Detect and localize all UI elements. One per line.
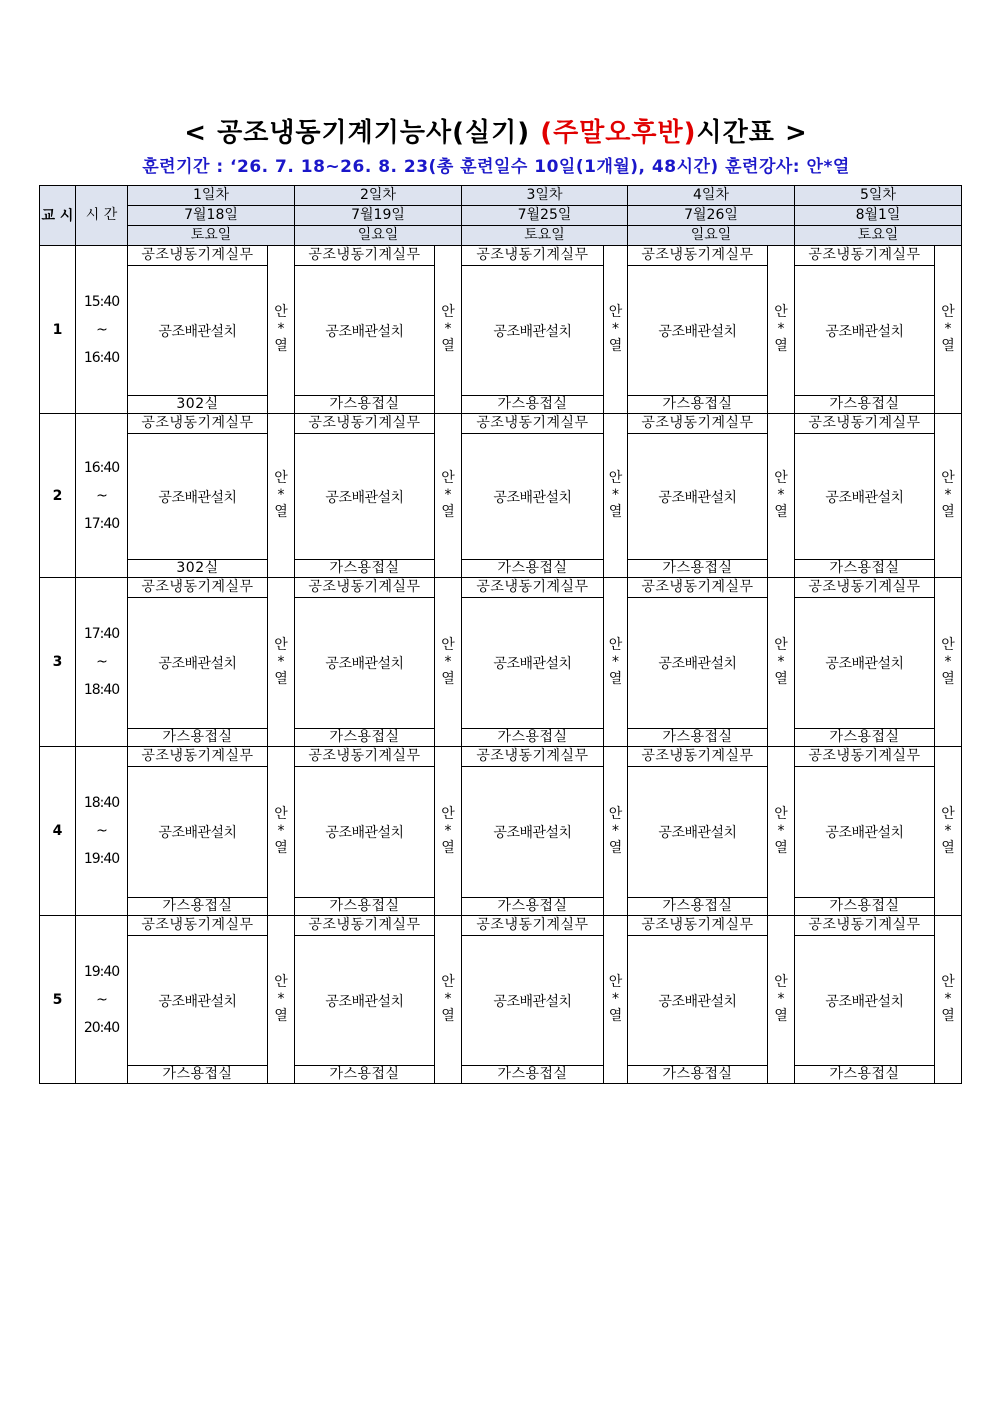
- instructor-char: 안: [441, 304, 455, 320]
- topic-cell: 공조배관설치: [128, 434, 268, 560]
- instructor-cell: [935, 578, 962, 747]
- room-cell: 가스용접실: [128, 898, 268, 916]
- topic-cell: 공조배관설치: [462, 767, 604, 898]
- time-tilde: ~: [96, 654, 107, 670]
- subject-cell: 공조냉동기계실무: [128, 916, 268, 936]
- period-number: 4: [40, 747, 76, 916]
- instructor-char: *: [612, 321, 619, 337]
- subject-cell: 공조냉동기계실무: [462, 747, 604, 767]
- instructor-char: 열: [774, 670, 788, 687]
- instructor-char: 열: [274, 670, 288, 687]
- topic-cell: 공조배관설치: [795, 767, 935, 898]
- instructor-char: 열: [774, 504, 788, 520]
- room-cell: 가스용접실: [628, 1066, 768, 1084]
- subject-cell: 공조냉동기계실무: [128, 414, 268, 434]
- instructor-char: 열: [441, 504, 455, 520]
- day-header: 5일차: [795, 186, 962, 206]
- time-start: 15:40: [83, 293, 120, 310]
- period-row-bottom: [40, 729, 962, 747]
- day-header: 1일차: [128, 186, 295, 206]
- instructor-char: *: [444, 487, 452, 503]
- period-number: 2: [40, 414, 76, 578]
- instructor-char: *: [612, 991, 619, 1007]
- page-title: [0, 112, 992, 149]
- instructor-char: 안: [441, 805, 455, 822]
- subject-cell: 공조냉동기계실무: [128, 747, 268, 767]
- period-number: 5: [40, 916, 76, 1084]
- date-header: 7월26일: [628, 206, 795, 226]
- room-cell: 가스용접실: [795, 560, 935, 578]
- period-row-bottom: [40, 1066, 962, 1084]
- instructor-cell: [435, 916, 462, 1084]
- topic-cell: 공조배관설치: [628, 434, 768, 560]
- period-row-middle: [40, 434, 962, 560]
- topic-cell: 공조배관설치: [795, 434, 935, 560]
- room-cell: 가스용접실: [295, 898, 435, 916]
- subject-cell: 공조냉동기계실무: [128, 246, 268, 266]
- instructor-char: 안: [274, 974, 288, 990]
- period-row: [40, 246, 962, 266]
- room-cell: 가스용접실: [628, 898, 768, 916]
- instructor-char: *: [777, 487, 785, 503]
- instructor-char: 열: [941, 839, 955, 856]
- instructor-char: 열: [608, 338, 623, 354]
- instructor-char: 열: [608, 839, 623, 856]
- instructor-char: *: [944, 822, 952, 839]
- instructor-char: *: [612, 487, 619, 503]
- subject-cell: 공조냉동기계실무: [795, 747, 935, 767]
- weekday-header: 토요일: [128, 226, 295, 246]
- time-end: 17:40: [83, 515, 120, 532]
- time-start: 17:40: [83, 626, 120, 642]
- topic-cell: 공조배관설치: [295, 767, 435, 898]
- subject-cell: 공조냉동기계실무: [628, 578, 768, 598]
- topic-cell: 공조배관설치: [462, 266, 604, 396]
- instructor-char: *: [277, 653, 285, 670]
- subject-cell: 공조냉동기계실무: [295, 916, 435, 936]
- weekday-header: 토요일: [462, 226, 628, 246]
- instructor-char: 안: [774, 805, 788, 822]
- instructor-char: *: [777, 653, 785, 670]
- time-start: 16:40: [83, 459, 120, 476]
- header-row-day: [40, 186, 962, 206]
- weekday-header: 토요일: [795, 226, 962, 246]
- instructor-cell: [768, 747, 795, 916]
- topic-cell: 공조배관설치: [628, 266, 768, 396]
- instructor-char: 열: [774, 839, 788, 856]
- time-column-header: 시 간: [76, 186, 128, 246]
- instructor-char: *: [277, 991, 285, 1007]
- period-row-middle: [40, 598, 962, 729]
- instructor-cell: [604, 578, 628, 747]
- room-cell: 가스용접실: [628, 729, 768, 747]
- instructor-cell: [268, 916, 295, 1084]
- instructor-char: 안: [274, 805, 288, 822]
- instructor-char: 열: [774, 338, 788, 354]
- topic-cell: 공조배관설치: [295, 598, 435, 729]
- time-tilde: ~: [96, 321, 107, 338]
- instructor-char: 열: [274, 504, 288, 520]
- room-cell: 가스용접실: [795, 396, 935, 414]
- instructor-char: *: [612, 822, 619, 839]
- weekday-header: 일요일: [295, 226, 462, 246]
- instructor-cell: [768, 246, 795, 414]
- period-row-bottom: [40, 396, 962, 414]
- room-cell: 302실: [128, 560, 268, 578]
- instructor-char: 열: [608, 670, 623, 687]
- period-time: [76, 246, 128, 414]
- period-time: [76, 414, 128, 578]
- instructor-cell: [268, 414, 295, 578]
- instructor-cell: [435, 578, 462, 747]
- period-row: [40, 747, 962, 767]
- room-cell: 가스용접실: [128, 1066, 268, 1084]
- instructor-char: 열: [941, 504, 955, 520]
- header-row-date: [40, 206, 962, 226]
- instructor-char: *: [777, 321, 785, 337]
- room-cell: 가스용접실: [295, 396, 435, 414]
- time-end: 20:40: [83, 1019, 120, 1036]
- instructor-char: 안: [774, 974, 788, 990]
- instructor-cell: [268, 747, 295, 916]
- room-cell: 가스용접실: [462, 898, 604, 916]
- subject-cell: 공조냉동기계실무: [795, 414, 935, 434]
- instructor-char: *: [944, 991, 952, 1007]
- instructor-char: *: [444, 991, 452, 1007]
- subject-cell: 공조냉동기계실무: [628, 747, 768, 767]
- subject-cell: 공조냉동기계실무: [462, 246, 604, 266]
- instructor-cell: [935, 916, 962, 1084]
- room-cell: 가스용접실: [628, 560, 768, 578]
- day-header: 2일차: [295, 186, 462, 206]
- instructor-char: 안: [941, 636, 955, 653]
- instructor-char: 안: [774, 304, 788, 320]
- topic-cell: 공조배관설치: [128, 936, 268, 1066]
- topic-cell: 공조배관설치: [795, 266, 935, 396]
- subject-cell: 공조냉동기계실무: [295, 578, 435, 598]
- instructor-cell: [435, 246, 462, 414]
- time-end: 18:40: [83, 682, 120, 698]
- subject-cell: 공조냉동기계실무: [628, 414, 768, 434]
- instructor-char: 안: [774, 470, 788, 486]
- instructor-char: 안: [441, 636, 455, 653]
- period-number: 3: [40, 578, 76, 747]
- instructor-char: 안: [441, 470, 455, 486]
- instructor-char: 안: [441, 974, 455, 990]
- topic-cell: 공조배관설치: [628, 598, 768, 729]
- instructor-char: 안: [274, 636, 288, 653]
- subject-cell: 공조냉동기계실무: [128, 578, 268, 598]
- instructor-char: 열: [941, 670, 955, 687]
- topic-cell: 공조배관설치: [128, 767, 268, 898]
- instructor-char: *: [777, 991, 785, 1007]
- instructor-cell: [268, 578, 295, 747]
- instructor-char: 안: [274, 470, 288, 486]
- topic-cell: 공조배관설치: [795, 598, 935, 729]
- topic-cell: 공조배관설치: [128, 266, 268, 396]
- subject-cell: 공조냉동기계실무: [295, 414, 435, 434]
- instructor-char: 열: [941, 338, 955, 354]
- day-header: 4일차: [628, 186, 795, 206]
- instructor-cell: [768, 916, 795, 1084]
- instructor-cell: [435, 414, 462, 578]
- topic-cell: 공조배관설치: [628, 936, 768, 1066]
- instructor-char: 안: [608, 974, 623, 990]
- room-cell: 가스용접실: [462, 1066, 604, 1084]
- instructor-char: 열: [441, 338, 455, 354]
- instructor-char: *: [777, 822, 785, 839]
- instructor-char: 안: [274, 304, 288, 320]
- instructor-char: 열: [274, 338, 288, 354]
- training-period-subtitle: 훈련기간 : ‘26. 7. 18~26. 8. 23(총 훈련일수 10일(1개월), 48시간) 훈련강사: 안*열: [142, 157, 850, 177]
- instructor-char: 열: [774, 1008, 788, 1024]
- period-row-bottom: [40, 898, 962, 916]
- instructor-cell: [604, 414, 628, 578]
- date-header: 7월18일: [128, 206, 295, 226]
- subject-cell: 공조냉동기계실무: [462, 414, 604, 434]
- period-time: [76, 578, 128, 747]
- time-start: 19:40: [83, 963, 120, 980]
- subject-cell: 공조냉동기계실무: [795, 578, 935, 598]
- period-column-header: 교 시: [40, 186, 76, 246]
- room-cell: 가스용접실: [462, 560, 604, 578]
- topic-cell: 공조배관설치: [462, 434, 604, 560]
- topic-cell: 공조배관설치: [295, 266, 435, 396]
- instructor-cell: [268, 246, 295, 414]
- time-end: 16:40: [83, 349, 120, 366]
- day-header: 3일차: [462, 186, 628, 206]
- period-row: [40, 916, 962, 936]
- instructor-char: 열: [441, 670, 455, 687]
- instructor-cell: [935, 414, 962, 578]
- subject-cell: 공조냉동기계실무: [628, 916, 768, 936]
- instructor-cell: [768, 414, 795, 578]
- instructor-char: 안: [774, 636, 788, 653]
- instructor-cell: [435, 747, 462, 916]
- period-time: [76, 747, 128, 916]
- instructor-char: 안: [941, 805, 955, 822]
- title-suffix: 시간표 >: [696, 118, 808, 148]
- room-cell: 302실: [128, 396, 268, 414]
- time-tilde: ~: [96, 487, 107, 504]
- topic-cell: 공조배관설치: [462, 936, 604, 1066]
- time-end: 19:40: [83, 851, 120, 867]
- topic-cell: 공조배관설치: [128, 598, 268, 729]
- instructor-char: 안: [608, 304, 623, 320]
- instructor-char: *: [277, 487, 285, 503]
- room-cell: 가스용접실: [462, 729, 604, 747]
- period-row: [40, 414, 962, 434]
- instructor-cell: [604, 916, 628, 1084]
- instructor-cell: [604, 246, 628, 414]
- period-row-middle: [40, 936, 962, 1066]
- topic-cell: 공조배관설치: [628, 767, 768, 898]
- period-number: 1: [40, 246, 76, 414]
- room-cell: 가스용접실: [128, 729, 268, 747]
- subject-cell: 공조냉동기계실무: [295, 747, 435, 767]
- instructor-char: *: [444, 653, 452, 670]
- topic-cell: 공조배관설치: [295, 936, 435, 1066]
- instructor-char: 안: [941, 304, 955, 320]
- header-row-weekday: [40, 226, 962, 246]
- weekday-header: 일요일: [628, 226, 795, 246]
- subject-cell: 공조냉동기계실무: [462, 916, 604, 936]
- room-cell: 가스용접실: [462, 396, 604, 414]
- title-prefix: < 공조냉동기계기능사(실기): [184, 118, 541, 148]
- topic-cell: 공조배관설치: [795, 936, 935, 1066]
- subject-cell: 공조냉동기계실무: [462, 578, 604, 598]
- period-row-middle: [40, 266, 962, 396]
- time-tilde: ~: [96, 823, 107, 839]
- instructor-char: *: [944, 321, 952, 337]
- instructor-char: *: [944, 653, 952, 670]
- instructor-cell: [604, 747, 628, 916]
- instructor-char: 열: [274, 1008, 288, 1024]
- room-cell: 가스용접실: [795, 1066, 935, 1084]
- time-tilde: ~: [96, 991, 107, 1008]
- date-header: 7월19일: [295, 206, 462, 226]
- title-highlight: (주말오후반): [540, 118, 697, 148]
- date-header: 7월25일: [462, 206, 628, 226]
- instructor-cell: [768, 578, 795, 747]
- subject-cell: 공조냉동기계실무: [295, 246, 435, 266]
- room-cell: 가스용접실: [628, 396, 768, 414]
- room-cell: 가스용접실: [295, 1066, 435, 1084]
- period-row-bottom: [40, 560, 962, 578]
- instructor-char: *: [277, 822, 285, 839]
- topic-cell: 공조배관설치: [462, 598, 604, 729]
- instructor-char: *: [444, 822, 452, 839]
- instructor-char: *: [277, 321, 285, 337]
- instructor-char: 안: [941, 470, 955, 486]
- instructor-char: 열: [608, 1008, 623, 1024]
- timetable: [39, 185, 962, 1084]
- instructor-char: *: [944, 487, 952, 503]
- subject-cell: 공조냉동기계실무: [628, 246, 768, 266]
- period-row: [40, 578, 962, 598]
- date-header: 8월1일: [795, 206, 962, 226]
- instructor-char: 안: [941, 974, 955, 990]
- room-cell: 가스용접실: [795, 729, 935, 747]
- instructor-char: 열: [608, 504, 623, 520]
- instructor-char: 열: [274, 839, 288, 856]
- room-cell: 가스용접실: [295, 560, 435, 578]
- room-cell: 가스용접실: [295, 729, 435, 747]
- subject-cell: 공조냉동기계실무: [795, 916, 935, 936]
- period-time: [76, 916, 128, 1084]
- instructor-char: 열: [441, 839, 455, 856]
- instructor-char: *: [444, 321, 452, 337]
- time-start: 18:40: [83, 795, 120, 811]
- instructor-char: 안: [608, 470, 623, 486]
- instructor-cell: [935, 747, 962, 916]
- instructor-char: *: [612, 653, 619, 670]
- instructor-char: 열: [441, 1008, 455, 1024]
- instructor-char: 열: [941, 1008, 955, 1024]
- topic-cell: 공조배관설치: [295, 434, 435, 560]
- period-row-middle: [40, 767, 962, 898]
- instructor-char: 안: [608, 636, 623, 653]
- instructor-char: 안: [608, 805, 623, 822]
- instructor-cell: [935, 246, 962, 414]
- subject-cell: 공조냉동기계실무: [795, 246, 935, 266]
- room-cell: 가스용접실: [795, 898, 935, 916]
